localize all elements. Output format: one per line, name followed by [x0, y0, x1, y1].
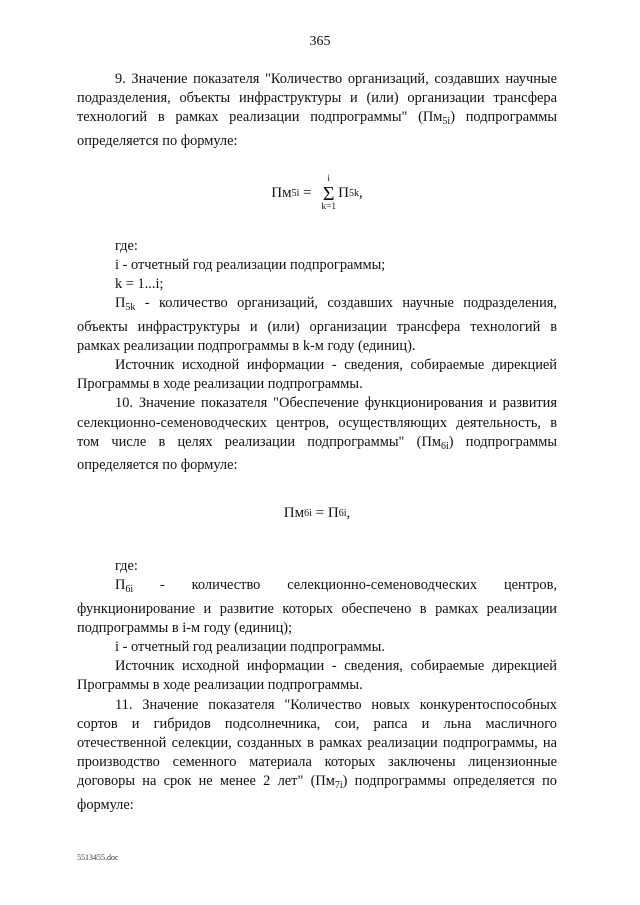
indicator-symbol: $Пм_{5i}$	[422, 109, 451, 128]
item-10-paragraph: 10. Значение показателя "Обеспечение функционирования и развития селекционно-семеноводческих центров, осуществляющих деятельность, в том числе в целях реализации подпрограммы" $(Пм_{6i})$ подпрограммы определяется по формуле:	[77, 395, 558, 474]
indicator-symbol: $Пм_{7i}$	[315, 773, 343, 792]
p5k-definition: $П_{5k}$ - количество организаций, создавших научные подразделения, объекты инфраструктуры и (или) организации трансфера технологий в рамках реализации подпрограммы в k-м году (единиц).	[77, 295, 557, 354]
where-label: где:	[115, 237, 138, 254]
item-9-paragraph: 9. Значение показателя "Количество организаций, создавших научные подразделения, объекты инфраструктуры и (или) организации трансфера технологий в рамках реализации подпрограммы" $(Пм_{5i})$ подпрограммы определяется по формуле:	[77, 71, 557, 149]
sum-operator: i Σ k=1	[321, 174, 337, 212]
where-label-10: где:	[115, 558, 138, 575]
formula-5i: Пм 5i = i Σ k=1 П 5k ,	[271, 174, 363, 212]
i-definition: i - отчетный год реализации подпрограммы;	[115, 257, 386, 274]
document-body	[77, 70, 557, 815]
item-11-paragraph: 11. Значение показателя "Количество новых конкурентоспособных сортов и гибридов подсолнечника, сои, рапса и льна масличного отечественной селекции, созданных в рамках реализации подпрограммы, на производство семенного материала которых заключены лицензионные договоры на срок не менее 2 лет" $(Пм_{7i})$ подпрограммы определяется по формуле:	[77, 696, 557, 813]
i-definition-10: i - отчетный год реализации подпрограммы.	[115, 639, 385, 656]
source-9: Источник исходной информации - сведения, собираемые дирекцией Программы в ходе реализации подпрограммы.	[77, 357, 557, 393]
k-definition: k = 1...i;	[115, 276, 164, 293]
p6i-definition: $П_{6i}$ - количество селекционно-семеноводческих центров, функционирование и развитие которых обеспечено в рамках реализации подпрограммы в i-м году (единиц);	[77, 577, 557, 636]
page-number: 365	[309, 34, 331, 49]
indicator-symbol: $Пм_{6i}$	[421, 433, 449, 452]
formula-6i: Пм 6i = П 6i ,	[283, 504, 351, 521]
file-name-footer: 5513455.doc	[77, 853, 119, 862]
source-10: Источник исходной информации - сведения, собираемые дирекцией Программы в ходе реализации подпрограммы.	[77, 658, 557, 694]
